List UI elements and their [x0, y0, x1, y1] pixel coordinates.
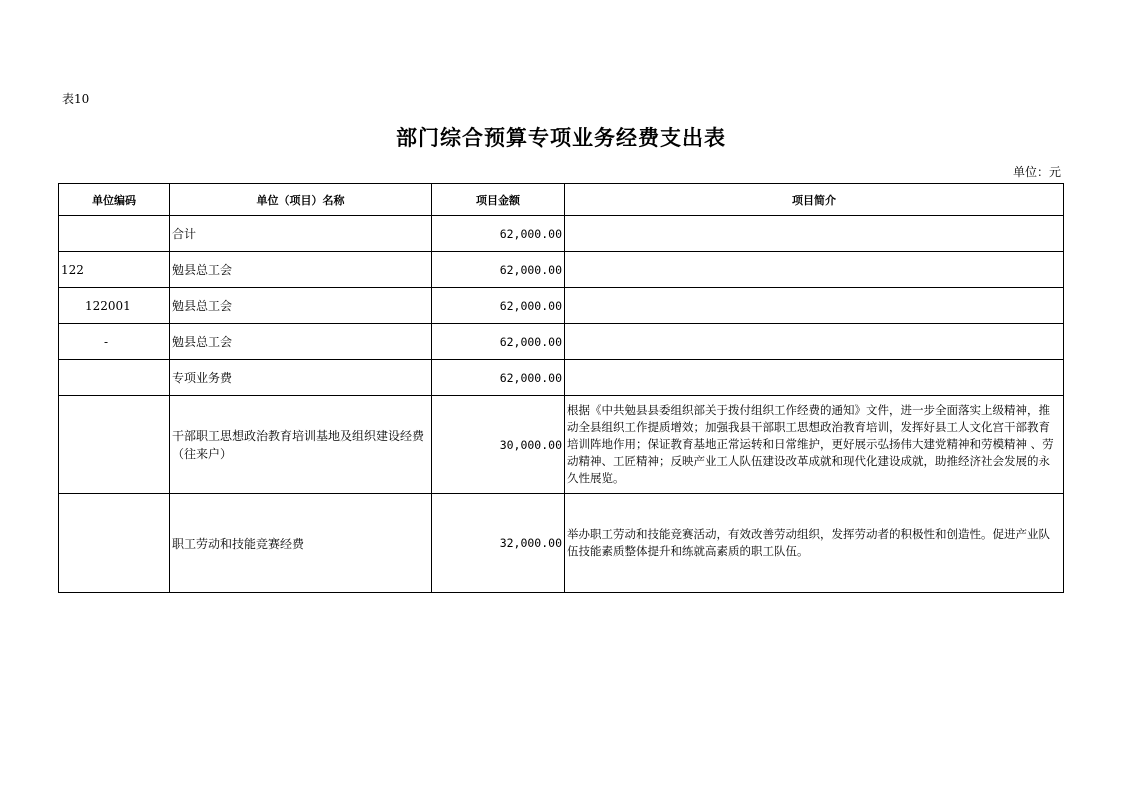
description: [565, 324, 1064, 360]
unit-code: [59, 360, 170, 396]
unit-code: 122: [59, 252, 170, 288]
amount: 62,000.00: [432, 288, 565, 324]
unit-name: 合计: [170, 216, 432, 252]
table-number: 表10: [62, 92, 90, 106]
table-row: [59, 360, 1064, 396]
table-row: [59, 494, 1064, 593]
header-amount: 项目金额: [432, 184, 565, 216]
description: [565, 216, 1064, 252]
description: [565, 288, 1064, 324]
unit-name: 干部职工思想政治教育培训基地及组织建设经费（往来户）: [170, 396, 432, 494]
description: [565, 252, 1064, 288]
unit-code: 122001: [59, 288, 170, 324]
header-code: 单位编码: [59, 184, 170, 216]
unit-code: [59, 216, 170, 252]
unit-name: 勉县总工会: [170, 324, 432, 360]
page-title: 部门综合预算专项业务经费支出表: [396, 126, 726, 150]
table-row: [59, 324, 1064, 360]
table-row: [59, 252, 1064, 288]
description: 根据《中共勉县县委组织部关于拨付组织工作经费的通知》文件，进一步全面落实上级精神，推动全县组织工作提质增效；加强我县干部职工思想政治教育培训，发挥好县工人文化宫干部教育培训阵地作用；保证教育基地正常运转和日常维护，更好展示弘扬伟大建党精神和劳模精神 、劳动精神、工匠精神；反映产业工人队伍建设改革成就和现代化建设成就，助推经济社会发展的永久性展览。: [565, 396, 1064, 494]
table-row: [59, 396, 1064, 494]
unit-name: 职工劳动和技能竞赛经费: [170, 494, 432, 593]
amount: 62,000.00: [432, 324, 565, 360]
unit-name: 勉县总工会: [170, 252, 432, 288]
unit-name: 专项业务费: [170, 360, 432, 396]
description: [565, 360, 1064, 396]
unit-code: [59, 396, 170, 494]
table-row: [59, 216, 1064, 252]
unit-name: 勉县总工会: [170, 288, 432, 324]
header-name: 单位（项目）名称: [170, 184, 432, 216]
amount: 30,000.00: [432, 396, 565, 494]
header-desc: 项目简介: [565, 184, 1064, 216]
amount: 62,000.00: [432, 216, 565, 252]
amount: 62,000.00: [432, 252, 565, 288]
description: 举办职工劳动和技能竞赛活动，有效改善劳动组织，发挥劳动者的积极性和创造性。促进产业队伍技能素质整体提升和练就高素质的职工队伍。: [565, 494, 1064, 593]
unit-note: 单位：元: [1012, 165, 1061, 179]
budget-table: [58, 183, 1064, 593]
amount: 32,000.00: [432, 494, 565, 593]
table-row: [59, 288, 1064, 324]
unit-code: -: [59, 324, 170, 360]
header-row: [59, 184, 1064, 216]
amount: 62,000.00: [432, 360, 565, 396]
unit-code: [59, 494, 170, 593]
